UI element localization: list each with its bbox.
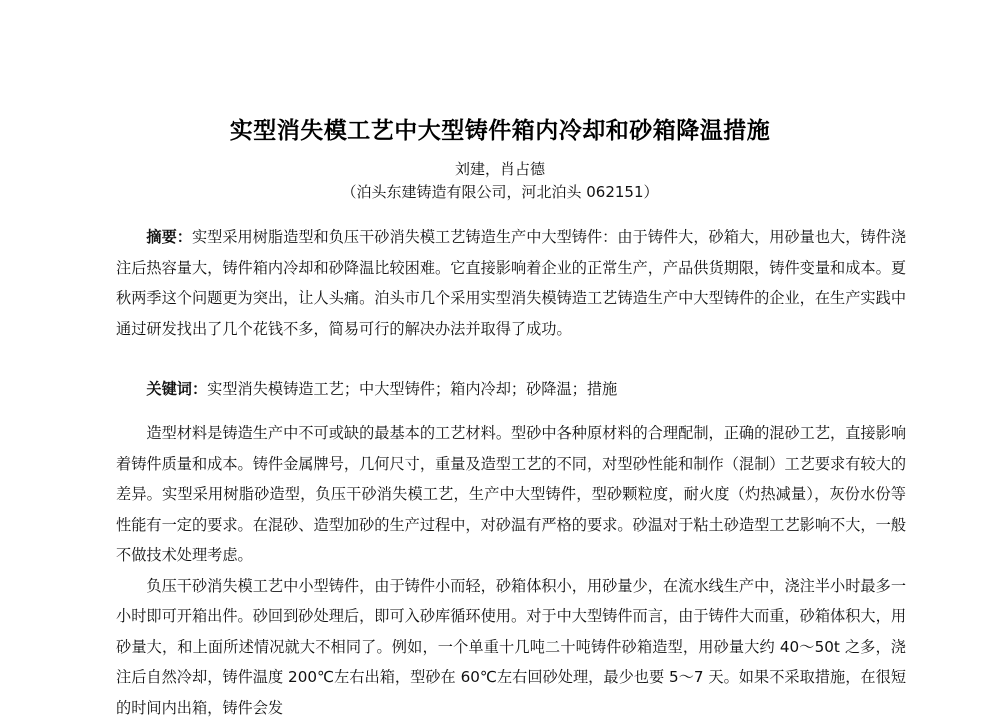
body-paragraph: 负压干砂消失模工艺中小型铸件，由于铸件小而轻，砂箱体积小，用砂量少，在流水线生产中，浇注半小时最多一小时即可开箱出件。砂回到砂处理后，即可入砂库循环使用。对于中大型铸件而言，由于铸件大而重，砂箱体积大，用砂量大，和上面所述情况就大不相同了。例如，一个单重十几吨二十吨铸件砂箱造型，用砂量大约 40～50t 之多，浇注后自然冷却，铸件温度 200℃左右出箱，型砂在 60℃左右回砂处理，最少也要 5～7 天。如果不采取措施，在很短的时间内出箱，铸件会发 bbox=[116, 571, 906, 723]
keywords-text: 实型消失模铸造工艺；中大型铸件；箱内冷却；砂降温；措施 bbox=[207, 380, 617, 398]
keywords-label: 关键词： bbox=[146, 380, 207, 398]
body-paragraph: 造型材料是铸造生产中不可或缺的最基本的工艺材料。型砂中各种原材料的合理配制，正确的混砂工艺，直接影响着铸件质量和成本。铸件金属牌号，几何尺寸，重量及造型工艺的不同，对型砂性能和制作（混制）工艺要求有较大的差异。实型采用树脂砂造型，负压干砂消失模工艺，生产中大型铸件，型砂颗粒度，耐火度（灼热减量），灰份水份等性能有一定的要求。在混砂、造型加砂的生产过程中，对砂温有严格的要求。砂温对于粘土砂造型工艺影响不大，一般不做技术处理考虑。 bbox=[116, 418, 906, 571]
abstract-paragraph bbox=[116, 222, 906, 344]
abstract-label: 摘要： bbox=[146, 228, 192, 246]
paper-title: 实型消失模工艺中大型铸件箱内冷却和砂箱降温措施 bbox=[0, 112, 1000, 145]
abstract-section bbox=[116, 222, 906, 344]
paper-authors: 刘建，肖占德 bbox=[0, 158, 1000, 179]
paper-affiliation: （泊头东建铸造有限公司，河北泊头 062151） bbox=[0, 181, 1000, 202]
keywords-section bbox=[116, 374, 906, 405]
abstract-text: 实型采用树脂造型和负压干砂消失模工艺铸造生产中大型铸件：由于铸件大，砂箱大，用砂量也大，铸件浇注后热容量大，铸件箱内冷却和砂降温比较困难。它直接影响着企业的正常生产，产品供货期限，铸件变量和成本。夏秋两季这个问题更为突出，让人头痛。泊头市几个采用实型消失模铸造工艺铸造生产中大型铸件的企业，在生产实践中通过研发找出了几个花钱不多，简易可行的解决办法并取得了成功。 bbox=[116, 228, 906, 338]
keywords-paragraph bbox=[116, 374, 906, 405]
body-section bbox=[116, 418, 906, 723]
